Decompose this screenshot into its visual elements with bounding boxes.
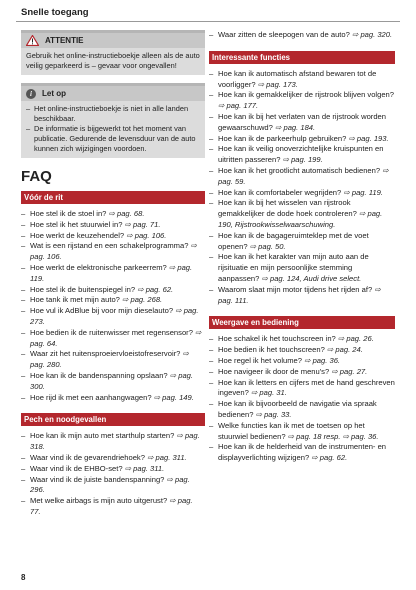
page-reference[interactable]: ⇨ pag. 199. — [282, 155, 323, 165]
page-reference[interactable]: ⇨ pag. 177. — [218, 101, 259, 111]
faq-item: – Hoe kan ik bij het wisselen van rijstrook gemakkelijker de dode hoek controleren? ⇨ pag. 190, Rijstrookwisselwaarschuwing. — [209, 198, 383, 229]
faq-question: Welke functies kan ik met de toetsen op het stuurwiel bedienen? — [218, 420, 365, 441]
page-reference[interactable]: ⇨ pag. 68. — [108, 209, 145, 218]
faq-question: Hoe stel ik de buitenspiegel in? — [30, 284, 138, 294]
faq-question: Hoe kan ik bij het verlaten van de rijstrook worden gewaarschuwd? — [218, 111, 386, 132]
faq-question: Hoe werkt de elektronische parkeerrem? — [30, 262, 169, 272]
faq-question: Hoe navigeer ik door de menu's? — [218, 366, 332, 376]
faq-question: Hoe stel ik de stoel in? — [30, 209, 109, 218]
page-reference[interactable]: ⇨ pag. 268. — [122, 295, 163, 305]
faq-question: Hoe kan ik bij het wisselen van rijstrook gemakkelijker de dode hoek controleren? — [218, 198, 359, 219]
page-reference[interactable]: ⇨ pag. 106. — [30, 241, 197, 262]
page-reference[interactable]: ⇨ pag. 106. — [126, 230, 167, 240]
faq-question: Hoe kan ik comfortabeler wegrijden? — [218, 187, 344, 197]
faq-question: Hoe kan ik letters en cijfers met de hand geschreven ingeven? — [218, 377, 395, 398]
warning-header — [21, 33, 205, 48]
page-reference[interactable]: ⇨ pag. 71. — [124, 219, 161, 229]
faq-question: Waar vind ik de EHBO-set? — [30, 463, 125, 473]
faq-item: – Hoe werkt de elektronische parkeerrem? ⇨ pag. 119. — [21, 262, 193, 283]
faq-item: – Hoe kan ik bijvoorbeeld de navigatie via spraak bedienen? ⇨ pag. 33. — [209, 399, 377, 419]
page-reference[interactable]: ⇨ pag. 296. — [30, 474, 190, 495]
page-reference[interactable]: ⇨ pag. 273. — [30, 306, 199, 326]
faq-item: – Wat is een rijstand en een schakelprogramma? ⇨ pag. 106. — [21, 241, 197, 262]
header-title: Snelle toegang — [21, 7, 89, 18]
faq-question: Hoe schakel ik het touchscreen in? — [218, 334, 338, 344]
faq-item: – Hoe kan ik de parkeerhulp gebruiken? ⇨ pag. 193. — [209, 133, 389, 143]
warning-triangle-icon — [26, 35, 39, 46]
left-column — [21, 30, 205, 518]
note-box — [21, 83, 205, 158]
faq-item: – Hoe stel ik de stoel in? ⇨ pag. 68. — [21, 209, 145, 218]
note-item: – De informatie is bijgewerkt tot het moment van publicatie. Gedurende de levensduur van de auto kunnen zich wijzigingen voordoen. — [26, 124, 196, 153]
page-reference[interactable]: ⇨ pag. 18 resp. ⇨ pag. 36. — [287, 431, 379, 441]
faq-item: – Waar vind ik de EHBO-set? ⇨ pag. 311. — [21, 463, 165, 473]
note-item: – Het online-instructieboekje is niet in alle landen beschikbaar. — [26, 104, 189, 123]
page-reference[interactable]: ⇨ pag. 77. — [30, 496, 193, 516]
left-sections — [21, 191, 205, 518]
faq-item: – Hoe vul ik AdBlue bij voor mijn dieselauto? ⇨ pag. 273. — [21, 306, 199, 326]
page-reference[interactable]: ⇨ pag. 62. — [311, 453, 348, 463]
faq-question: Waarom slaat mijn motor tijdens het rijden af? — [218, 284, 375, 294]
section-heading: Weergave en bediening — [209, 316, 395, 329]
faq-item: – Hoe kan ik automatisch afstand bewaren tot de voorligger? ⇨ pag. 173. — [209, 68, 377, 89]
page-reference[interactable]: ⇨ pag. 31. — [250, 388, 287, 398]
page-reference[interactable]: ⇨ pag. 62. — [137, 284, 174, 294]
page-reference[interactable]: ⇨ pag. 111. — [218, 284, 381, 305]
page-reference[interactable]: ⇨ pag. 184. — [275, 122, 316, 132]
page-reference[interactable]: ⇨ pag. 119. — [30, 262, 193, 283]
faq-question: Hoe tank ik met mijn auto? — [30, 295, 123, 305]
faq-item: – Hoe kan ik het karakter van mijn auto aan de rijsituatie en mijn persoonlijke stemming aanpassen? ⇨ pag. 124, Audi drive select. — [209, 252, 369, 283]
page-number: 8 — [21, 573, 26, 582]
header-divider — [16, 21, 400, 22]
note-body — [21, 101, 205, 158]
page-reference[interactable]: ⇨ pag. 280. — [30, 349, 189, 370]
faq-question: Hoe werkt de keuzehendel? — [30, 230, 127, 240]
right-column — [209, 30, 395, 464]
page-reference[interactable]: ⇨ pag. 119. — [343, 187, 383, 197]
section-heading: Pech en noodgevallen — [21, 413, 205, 426]
faq-question: Hoe stel ik het stuurwiel in? — [30, 219, 125, 229]
page-reference[interactable]: ⇨ pag. 26. — [337, 334, 374, 344]
page-reference[interactable]: ⇨ pag. 311. — [147, 452, 187, 462]
page-reference[interactable]: ⇨ pag. 124, Audi drive select. — [261, 273, 362, 283]
warning-text: Gebruik het online-instructieboekje alleen als de auto veilig geparkeerd is – gevaar voor ongevallen! — [26, 51, 200, 70]
faq-list — [209, 334, 395, 464]
section-heading: Interessante functies — [209, 51, 395, 64]
faq-item: – Hoe kan ik bij het verlaten van de rijstrook worden gewaarschuwd? ⇨ pag. 184. — [209, 111, 386, 132]
right-top-list — [209, 30, 395, 41]
faq-item: – Hoe kan ik comfortabeler wegrijden? ⇨ pag. 119. — [209, 187, 383, 197]
page-reference[interactable]: ⇨ pag. 24. — [326, 345, 363, 355]
page-reference[interactable]: ⇨ pag. 311. — [124, 463, 165, 473]
faq-question: Met welke airbags is mijn auto uitgerust? — [30, 496, 170, 506]
faq-question: Hoe kan ik het karakter van mijn auto aan de rijsituatie en mijn persoonlijke stemming aanpassen? — [218, 252, 369, 283]
page-reference[interactable]: ⇨ pag. 193. — [348, 133, 389, 143]
page-reference[interactable]: ⇨ pag. 318. — [30, 431, 200, 452]
faq-item: – Hoe navigeer ik door de menu's? ⇨ pag. 27. — [209, 366, 368, 376]
faq-question: Hoe kan ik gemakkelijker de rijstrook blijven volgen? — [218, 90, 395, 100]
faq-item: – Waar zit het ruitensproeiervloeistofreservoir? ⇨ pag. 280. — [21, 349, 189, 370]
faq-list — [21, 431, 205, 517]
faq-question: Hoe rijd ik met een aanhangwagen? — [30, 392, 154, 402]
warning-title: ATTENTIE — [45, 36, 84, 45]
faq-question: Hoe kan ik mijn auto met starthulp starten? — [30, 431, 177, 441]
faq-item: – Hoe bedien ik het touchscreen? ⇨ pag. 24. — [209, 345, 363, 355]
faq-item: – Hoe tank ik met mijn auto? ⇨ pag. 268. — [21, 295, 163, 305]
note-header — [21, 86, 205, 101]
page-reference[interactable]: ⇨ pag. 149. — [153, 392, 194, 402]
right-sections — [209, 51, 395, 464]
page-header — [0, 0, 416, 20]
note-title: Let op — [42, 89, 66, 98]
faq-item: – Hoe regel ik het volume? ⇨ pag. 36. — [209, 355, 341, 365]
faq-question: Hoe bedien ik de ruitenwisser met regensensor? — [30, 327, 196, 337]
faq-question: Hoe regel ik het volume? — [218, 355, 305, 365]
faq-item: – Hoe rijd ik met een aanhangwagen? ⇨ pag. 149. — [21, 392, 194, 402]
faq-item: – Waar vind ik de juiste bandenspanning? ⇨ pag. 296. — [21, 474, 190, 495]
faq-item: – Hoe schakel ik het touchscreen in? ⇨ pag. 26. — [209, 334, 374, 344]
faq-item: – Hoe stel ik de buitenspiegel in? ⇨ pag. 62. — [21, 284, 174, 294]
page-reference[interactable]: ⇨ pag. 300. — [30, 370, 194, 391]
faq-question: Waar zit het ruitensproeiervloeistofreservoir? — [30, 349, 183, 359]
page-reference[interactable]: ⇨ pag. 27. — [331, 366, 368, 376]
page-reference[interactable]: ⇨ pag. 50. — [249, 241, 286, 251]
page-reference[interactable]: ⇨ pag. 59. — [218, 165, 389, 186]
faq-item: – Hoe kan ik het grootlicht automatisch bedienen? ⇨ pag. 59. — [209, 165, 389, 186]
faq-question: Hoe kan ik de bagageruimteklep met de voet openen? — [218, 230, 369, 251]
warning-box — [21, 30, 205, 75]
faq-item: – Hoe stel ik het stuurwiel in? ⇨ pag. 71. — [21, 219, 161, 229]
page-reference[interactable]: ⇨ pag. 33. — [255, 409, 292, 419]
faq-item: – Welke functies kan ik met de toetsen op het stuurwiel bedienen? ⇨ pag. 18 resp. ⇨ pag. 36. — [209, 420, 379, 441]
faq-item: – Waarom slaat mijn motor tijdens het rijden af? ⇨ pag. 111. — [209, 284, 381, 305]
faq-item: – Hoe kan ik de bandenspanning opslaan? ⇨ pag. 300. — [21, 370, 194, 391]
faq-item: – Waar zitten de sleepogen van de auto? ⇨ pag. 320. — [209, 30, 393, 39]
faq-question: Wat is een rijstand en een schakelprogramma? — [30, 241, 191, 251]
page-reference[interactable]: ⇨ pag. 173. — [257, 79, 298, 89]
faq-question: Hoe kan ik veilig onoverzichtelijke kruispunten en uitritten passeren? — [218, 144, 384, 165]
faq-question: Hoe kan ik de bandenspanning opslaan? — [30, 370, 170, 380]
faq-question: Hoe kan ik bijvoorbeeld de navigatie via spraak bedienen? — [218, 399, 377, 419]
faq-item: – Hoe kan ik veilig onoverzichtelijke kruispunten en uitritten passeren? ⇨ pag. 199. — [209, 144, 384, 165]
section-heading: Vóór de rit — [21, 191, 205, 204]
page-reference[interactable]: ⇨ pag. 36. — [304, 355, 341, 365]
info-icon: i — [26, 89, 36, 99]
faq-item: – Hoe kan ik de helderheid van de instrumenten- en displayverlichting wijzigen? ⇨ pag. 62. — [209, 442, 387, 463]
faq-item: – Hoe kan ik gemakkelijker de rijstrook blijven volgen? ⇨ pag. 177. — [209, 90, 395, 111]
faq-question: Hoe kan ik automatisch afstand bewaren tot de voorligger? — [218, 68, 377, 89]
faq-item: – Hoe bedien ik de ruitenwisser met regensensor? ⇨ pag. 64. — [21, 327, 202, 348]
faq-question: Waar vind ik de juiste bandenspanning? — [30, 474, 167, 484]
faq-item: – Hoe kan ik mijn auto met starthulp starten? ⇨ pag. 318. — [21, 431, 200, 452]
page-reference[interactable]: ⇨ pag. 190, Rijstrookwisselwaarschuwing. — [218, 209, 383, 229]
page-reference[interactable]: ⇨ pag. 320. — [351, 30, 393, 39]
faq-list — [21, 209, 205, 403]
page-reference[interactable]: ⇨ pag. 64. — [30, 327, 202, 348]
faq-list — [209, 69, 395, 307]
faq-question: Hoe kan ik het grootlicht automatisch bedienen? — [218, 165, 383, 175]
faq-question: Hoe bedien ik het touchscreen? — [218, 345, 327, 355]
faq-item: – Hoe werkt de keuzehendel? ⇨ pag. 106. — [21, 230, 167, 240]
faq-heading: FAQ — [21, 168, 52, 185]
faq-question: Waar vind ik de gevarendriehoek? — [30, 452, 148, 462]
faq-question: Hoe vul ik AdBlue bij voor mijn dieselauto? — [30, 306, 176, 316]
faq-item: – Hoe kan ik de bagageruimteklep met de voet openen? ⇨ pag. 50. — [209, 230, 369, 251]
faq-item: – Hoe kan ik letters en cijfers met de hand geschreven ingeven? ⇨ pag. 31. — [209, 377, 395, 398]
faq-item: – Waar vind ik de gevarendriehoek? ⇨ pag. 311. — [21, 452, 187, 462]
faq-question: Hoe kan ik de parkeerhulp gebruiken? — [218, 133, 349, 143]
faq-question: Hoe kan ik de helderheid van de instrumenten- en displayverlichting wijzigen? — [218, 442, 387, 463]
faq-item: – Met welke airbags is mijn auto uitgerust? ⇨ pag. 77. — [21, 496, 193, 516]
